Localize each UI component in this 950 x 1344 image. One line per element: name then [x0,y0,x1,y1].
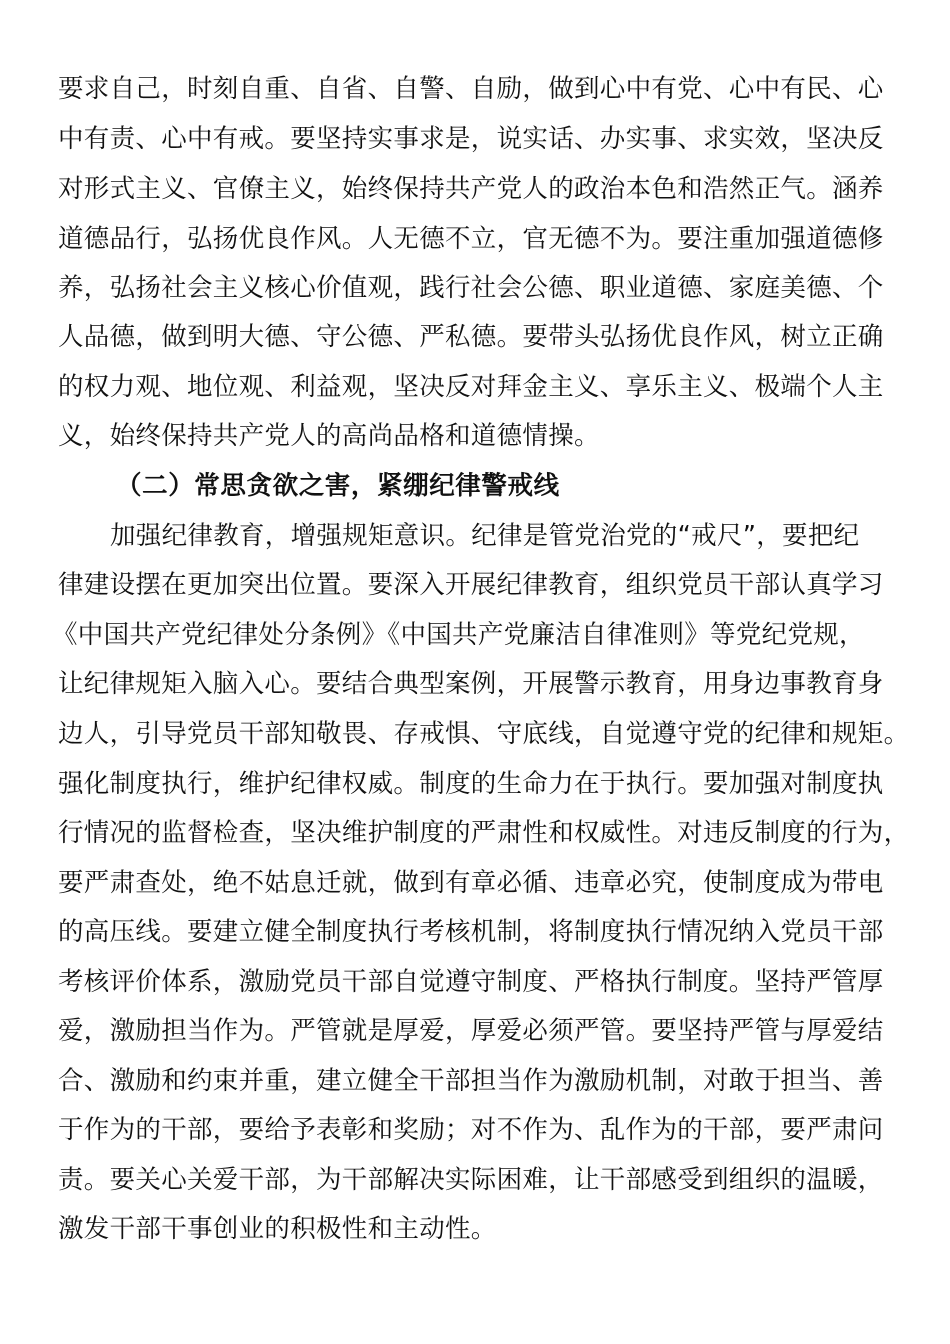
body-text-line: 律建设摆在更加突出位置。要深入开展纪律教育，组织党员干部认真学习 [58,570,884,600]
body-text-line: 要求自己，时刻自重、自省、自警、自励，做到心中有党、心中有民、心 [58,74,884,104]
body-text-line: 强化制度执行，维护纪律权威。制度的生命力在于执行。要加强对制度执 [58,769,884,799]
body-text-line: 让纪律规矩入脑入心。要结合典型案例，开展警示教育，用身边事教育身 [58,669,884,699]
body-text-line: 考核评价体系，激励党员干部自觉遵守制度、严格执行制度。坚持严管厚 [58,967,884,997]
body-text-line: 的高压线。要建立健全制度执行考核机制，将制度执行情况纳入党员干部 [58,917,884,947]
body-text-line: 责。要关心关爱干部，为干部解决实际困难，让干部感受到组织的温暖， [58,1165,884,1195]
body-text-line: 要严肃查处，绝不姑息迁就，做到有章必循、违章必究，使制度成为带电 [58,868,884,898]
body-text-line: 爱，激励担当作为。严管就是厚爱，厚爱必须严管。要坚持严管与厚爱结 [58,1016,884,1046]
body-text-line: 对形式主义、官僚主义，始终保持共产党人的政治本色和浩然正气。涵养 [58,174,884,204]
paragraph-first-line: 加强纪律教育，增强规矩意识。纪律是管党治党的“戒尺”，要把纪 [110,521,860,551]
body-text-line: 养，弘扬社会主义核心价值观，践行社会公德、职业道德、家庭美德、个 [58,273,884,303]
body-text-line: 义，始终保持共产党人的高尚品格和道德情操。 [58,421,600,451]
body-text-line: 合、激励和约束并重，建立健全干部担当作为激励机制，对敢于担当、善 [58,1066,884,1096]
body-text-line: 边人，引导党员干部知敬畏、存戒惧、守底线，自觉遵守党的纪律和规矩。 [58,719,910,749]
body-text-line: 人品德，做到明大德、守公德、严私德。要带头弘扬优良作风，树立正确 [58,322,884,352]
body-text-line: 《中国共产党纪律处分条例》《中国共产党廉洁自律准则》等党纪党规， [52,620,865,650]
body-text-line: 道德品行，弘扬优良作风。人无德不立，官无德不为。要注重加强道德修 [58,224,884,254]
body-text-line: 激发干部干事创业的积极性和主动性。 [58,1214,497,1244]
body-text-line: 行情况的监督检查，坚决维护制度的严肃性和权威性。对违反制度的行为， [58,818,910,848]
body-text-line: 于作为的干部，要给予表彰和奖励；对不作为、乱作为的干部，要严肃问 [58,1115,884,1145]
body-text-line: 中有责、心中有戒。要坚持实事求是，说实话、办实事、求实效，坚决反 [58,124,884,154]
section-heading: （二）常思贪欲之害，紧绷纪律警戒线 [116,471,560,501]
body-text-line: 的权力观、地位观、利益观，坚决反对拜金主义、享乐主义、极端个人主 [58,372,884,402]
